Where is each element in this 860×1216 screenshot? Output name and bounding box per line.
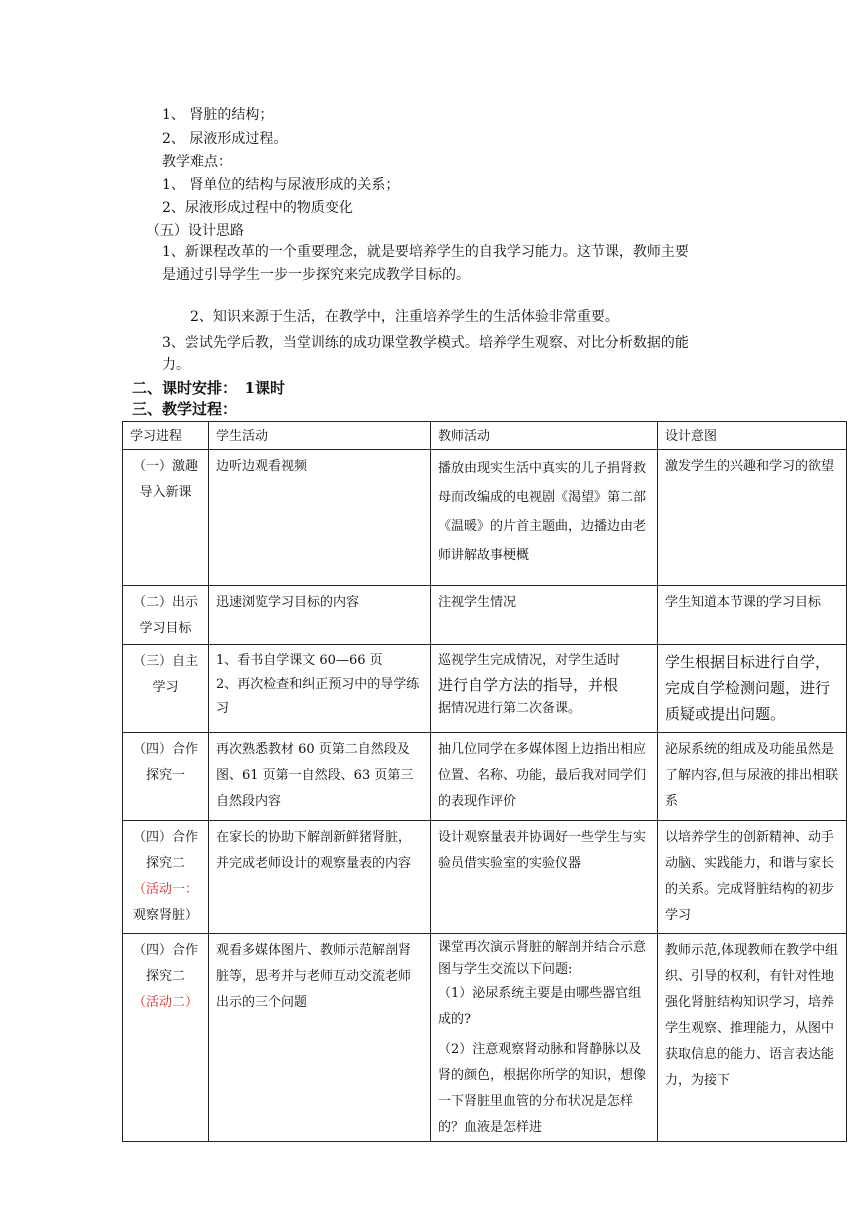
header-stage: 学习进程 <box>123 422 209 450</box>
table-row <box>123 645 847 733</box>
question-1: （1）泌尿系统主要是由哪些器官组成的? <box>438 986 642 1027</box>
teacher-activity-cell <box>431 645 658 733</box>
stage-line: 观察肾脏） <box>132 908 198 923</box>
table-row <box>123 934 847 1142</box>
teacher-activity-line: 据情况进行第二次备课。 <box>438 701 582 716</box>
student-activity-line: 2、再次检查和纠正预习中的导学练习 <box>216 677 420 716</box>
teacher-activity-cell: 播放由现实生活中真实的儿子捐肾救母而改编成的电视剧《渴望》第二部《温暖》的片首主题曲，边播边由老师讲解故事梗概 <box>431 450 658 586</box>
header-student-activity: 学生活动 <box>209 422 431 450</box>
stage-line: （四）合作 <box>132 830 198 845</box>
stage-line: 探究二 <box>145 856 185 871</box>
student-activity-cell: 在家长的协助下解剖新鲜猪肾脏，并完成老师设计的观察量表的内容 <box>209 821 431 934</box>
header-design-intent: 设计意图 <box>658 422 847 450</box>
teacher-activity-cell: 设计观察量表并协调好一些学生与实验员借实验室的实验仪器 <box>431 821 658 934</box>
difficulty-2: 2、尿液形成过程中的物质变化 <box>162 200 353 216</box>
stage-line: 学习目标 <box>139 621 192 636</box>
stage-cell <box>123 450 209 586</box>
section-heading-schedule: 二、课时安排： 1课时 <box>132 379 285 397</box>
design-intent-cell: 激发学生的兴趣和学习的欲望 <box>658 450 847 586</box>
stage-cell <box>123 645 209 733</box>
question-2: （2）注意观察肾动脉和肾静脉以及肾的颜色，根据你所学的知识，想像一下肾脏里血管的分布状况是怎样的？血液是怎样进 <box>438 1042 647 1135</box>
stage-line: （三）自主 <box>132 654 198 669</box>
teacher-activity-cell: 注视学生情况 <box>431 586 658 645</box>
stage-line: 探究二 <box>145 969 185 984</box>
student-activity-cell: 边听边观看视频 <box>209 450 431 586</box>
stage-cell <box>123 586 209 645</box>
teacher-activity-line: 进行自学方法的指导，并根 <box>438 676 619 694</box>
stage-cell <box>123 934 209 1142</box>
table-row <box>123 450 847 586</box>
table-row <box>123 733 847 821</box>
header-teacher-activity: 教师活动 <box>431 422 658 450</box>
key-point-1: 1、 肾脏的结构； <box>162 107 274 123</box>
design-idea-1b: 是通过引导学生一步一步探究来完成教学目标的。 <box>162 267 470 283</box>
section-heading-process: 三、教学过程： <box>132 400 238 418</box>
design-intent-cell: 泌尿系统的组成及功能虽然是了解内容,但与尿液的排出相联系 <box>658 733 847 821</box>
stage-line: （四）合作 <box>132 943 198 958</box>
teaching-process-table <box>122 421 847 1142</box>
teacher-activity-cell: 抽几位同学在多媒体图上边指出相应位置、名称、功能，最后我对同学们的表现作评价 <box>431 733 658 821</box>
student-activity-line: 1、看书自学课文 60—66 页 <box>216 653 383 668</box>
stage-line: 学习 <box>152 680 179 695</box>
design-intent-cell: 学生知道本节课的学习目标 <box>658 586 847 645</box>
table-header-row <box>123 422 847 450</box>
stage-activity-label: （活动二） <box>132 995 198 1010</box>
difficulty-1: 1、 肾单位的结构与尿液形成的关系； <box>162 177 400 193</box>
stage-line: （二）出示 <box>132 595 198 610</box>
design-idea-1a: 1、新课程改革的一个重要理念，就是要培养学生的自我学习能力。这节课，教师主要 <box>162 244 689 260</box>
stage-line: （四）合作 <box>132 742 198 757</box>
design-idea-3a: 3、尝试先学后教，当堂训练的成功课堂教学模式。培养学生观察、对比分析数据的能 <box>162 335 689 351</box>
key-point-2: 2、 尿液形成过程。 <box>162 131 288 147</box>
student-activity-cell <box>209 645 431 733</box>
student-activity-cell: 观看多媒体图片、教师示范解剖肾脏等，思考并与老师互动交流老师出示的三个问题 <box>209 934 431 1142</box>
design-intent-cell: 教师示范,体现教师在教学中组织、引导的权利，有针对性地强化肾脏结构知识学习，培养学生观察、推理能力，从图中获取信息的能力、语言表达能力，为接下 <box>658 934 847 1142</box>
stage-line: （一）激趣 <box>132 459 198 474</box>
stage-cell <box>123 733 209 821</box>
design-intent-cell: 以培养学生的创新精神、动手动脑、实践能力，和谐与家长的关系。完成肾脏结构的初步学习 <box>658 821 847 934</box>
student-activity-cell: 迅速浏览学习目标的内容 <box>209 586 431 645</box>
table-row <box>123 586 847 645</box>
stage-activity-label: （活动一： <box>132 882 198 897</box>
stage-cell <box>123 821 209 934</box>
design-idea-3b: 力。 <box>162 357 190 373</box>
stage-line: 导入新课 <box>139 485 192 500</box>
difficulty-heading: 教学难点： <box>162 154 232 170</box>
teacher-activity-line: 课堂再次演示肾脏的解剖并结合示意图与学生交流以下问题: <box>438 940 647 977</box>
teacher-activity-cell <box>431 934 658 1142</box>
table-row <box>123 821 847 934</box>
student-activity-cell: 再次熟悉教材 60 页第二自然段及图、61 页第一自然段、63 页第三自然段内容 <box>209 733 431 821</box>
design-idea-2: 2、知识来源于生活，在教学中，注重培养学生的生活体验非常重要。 <box>190 309 619 325</box>
stage-line: 探究一 <box>145 768 185 783</box>
design-intent-cell: 学生根据目标进行自学，完成自学检测问题，进行质疑或提出问题。 <box>658 645 847 733</box>
teacher-activity-line: 巡视学生完成情况，对学生适时 <box>438 653 621 668</box>
design-idea-heading: （五）设计思路 <box>146 223 244 239</box>
